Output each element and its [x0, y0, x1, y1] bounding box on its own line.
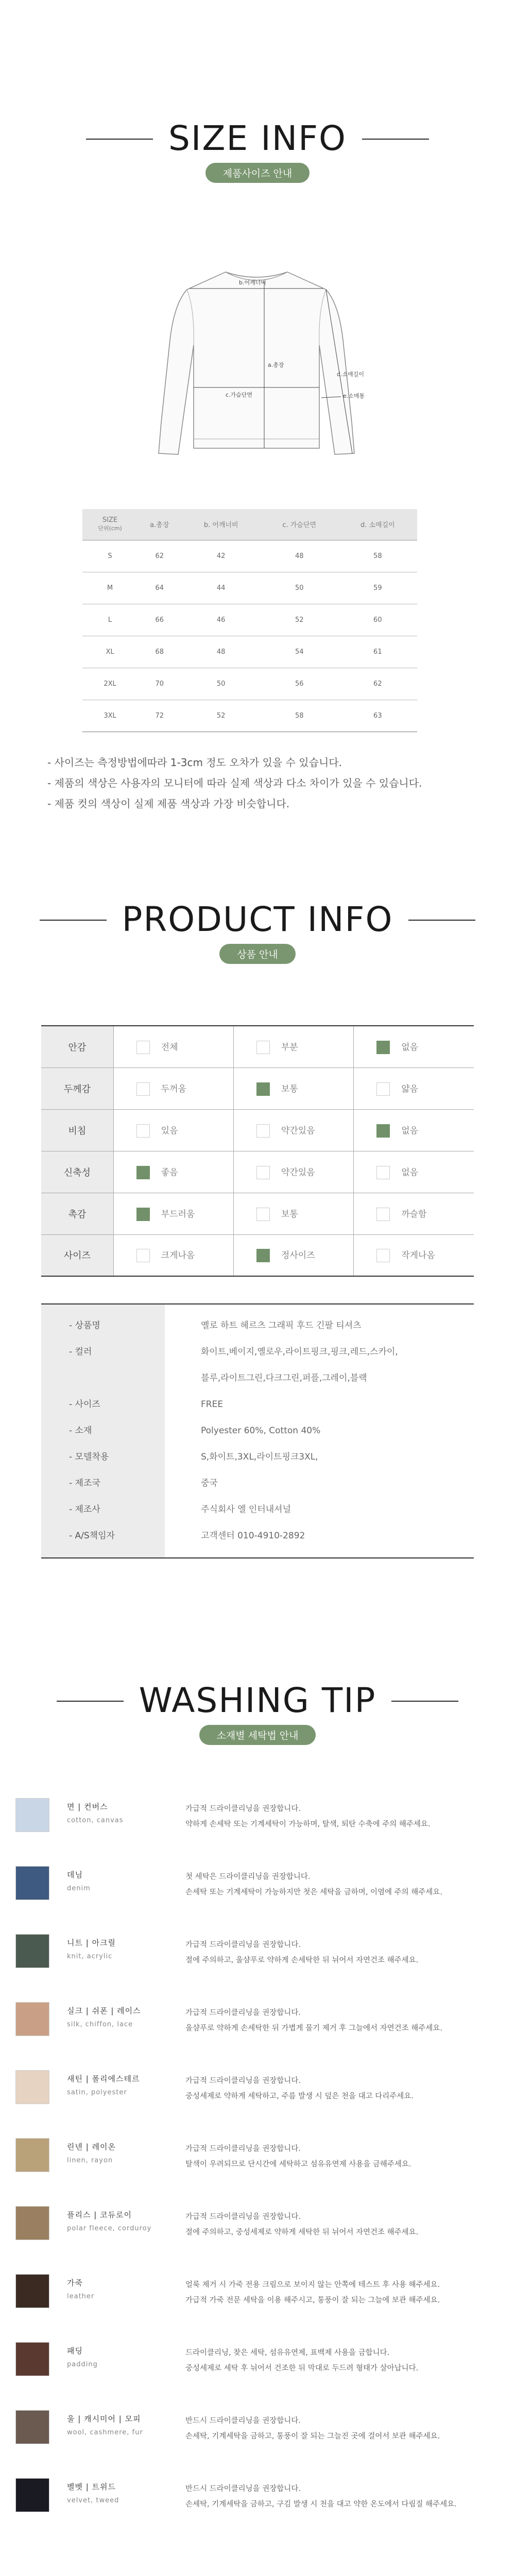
detail-value: 고객센터 010-4910-2892 — [201, 1531, 305, 1541]
wash-instruction-line: 가급적 드라이클리닝을 권장합니다. — [185, 1941, 301, 1949]
wash-item — [15, 2342, 500, 2400]
wash-instruction-line: 중성세제로 세탁 후 뉘어서 건조한 뒤 막대로 두드려 형태가 살아납니다. — [185, 2364, 419, 2372]
table-row: M 64 44 50 59 — [82, 572, 417, 604]
attribute-option — [354, 1234, 474, 1276]
fabric-name-en: cotton, canvas — [67, 1817, 124, 1824]
fabric-name: 새틴 | 폴리에스테르 — [67, 2074, 140, 2083]
fabric-swatch-icon — [15, 2002, 49, 2036]
garment-diagram — [148, 247, 365, 474]
fabric-swatch-icon — [15, 2138, 49, 2172]
size-notes — [47, 752, 422, 814]
wash-instruction-line: 손세탁, 기계세탁을 금하고, 통풍이 잘 되는 그늘진 곳에 걸어서 보관 해주세요. — [185, 2432, 440, 2441]
table-row: XL 68 48 54 61 — [82, 636, 417, 668]
wash-instruction-line: 약하게 손세탁 또는 기계세탁이 가능하며, 탈색, 퇴탄 수축에 주의 해주세요. — [185, 1820, 431, 1828]
attribute-option-label: 까슬함 — [401, 1209, 427, 1219]
wash-item — [15, 2478, 500, 2536]
fabric-name: 가죽 — [67, 2278, 83, 2287]
wash-instruction-line: 울샴푸로 약하게 손세탁한 뒤 가볍게 물기 제거 후 그늘에서 자연건조 해주세요. — [185, 2024, 442, 2032]
detail-value: S,화이트,3XL,라이트핑크3XL, — [201, 1452, 318, 1462]
wash-item — [15, 2206, 500, 2264]
attribute-option — [233, 1193, 353, 1234]
detail-value: 블루,라이트그린,다크그린,퍼플,그레이,블랙 — [201, 1373, 367, 1383]
attribute-option-label: 얇음 — [401, 1083, 419, 1094]
size-info-subtitle: 제품사이즈 안내 — [205, 163, 310, 183]
checked-box-icon — [136, 1166, 150, 1179]
product-info-title: PRODUCT INFO — [122, 900, 393, 939]
wash-instruction-line: 드라이클리닝, 찾은 세탁, 섬유유연제, 표백제 사용을 금합니다. — [185, 2349, 390, 2357]
attribute-row — [41, 1234, 474, 1276]
attribute-option — [233, 1026, 353, 1067]
checked-box-icon — [376, 1041, 390, 1054]
wash-instructions — [185, 2345, 418, 2376]
attribute-option — [233, 1151, 353, 1193]
unchecked-box-icon — [136, 1124, 150, 1138]
attribute-option-label: 두꺼움 — [161, 1083, 186, 1094]
detail-value: 옐로 하트 헤르츠 그래픽 후드 긴팔 티셔츠 — [201, 1320, 362, 1331]
fabric-name: 린넨 | 레이온 — [67, 2142, 116, 2151]
unchecked-box-icon — [256, 1124, 270, 1138]
fabric-name: 패딩 — [67, 2346, 83, 2355]
unchecked-box-icon — [136, 1041, 150, 1054]
fabric-name: 플리스 | 코듀로이 — [67, 2210, 132, 2219]
fabric-name: 실크 | 쉬폰 | 레이스 — [67, 2006, 141, 2015]
unchecked-box-icon — [376, 1208, 390, 1221]
fabric-name: 벨벳 | 트위드 — [67, 2482, 116, 2492]
wash-instruction-line: 가급적 가죽 전문 세탁을 이용 해주시고, 통풍이 잘 되는 그늘에 보관 해주세요. — [185, 2296, 440, 2304]
table-row: L 66 46 52 60 — [82, 604, 417, 636]
wash-instructions — [185, 1801, 431, 1832]
fabric-swatch-icon — [15, 2274, 49, 2308]
wash-instructions — [185, 1937, 418, 1968]
attribute-option — [354, 1109, 474, 1151]
wash-instruction-line: 중성세제로 약하게 세탁하고, 주름 발생 시 덮은 천을 대고 다리주세요. — [185, 2092, 414, 2100]
attribute-option — [113, 1026, 233, 1067]
dim-label-b: b.어깨너비 — [239, 279, 266, 286]
fabric-name-en: leather — [67, 2293, 95, 2300]
fabric-swatch-icon — [15, 1866, 49, 1900]
detail-label — [69, 1365, 165, 1392]
fabric-swatch-icon — [15, 1934, 49, 1968]
product-detail-labels — [41, 1304, 165, 1557]
attribute-row — [41, 1026, 474, 1067]
attribute-option-label: 있음 — [161, 1125, 178, 1136]
size-col-d: d. 소매길이 — [338, 509, 417, 540]
unchecked-box-icon — [256, 1166, 270, 1179]
wash-instruction-line: 손세탁 또는 기계세탁이 가능하지만 첫은 세탁을 금하며, 이염에 주의 해주세요. — [185, 1888, 442, 1896]
fabric-name-en: knit, acrylic — [67, 1953, 113, 1960]
fabric-swatch-icon — [15, 1798, 49, 1832]
fabric-name: 울 | 캐시미어 | 모피 — [67, 2414, 141, 2424]
washing-tip-header — [0, 1681, 515, 1745]
attribute-option — [233, 1109, 353, 1151]
attribute-row — [41, 1067, 474, 1109]
fabric-name-en: polar fleece, corduroy — [67, 2225, 152, 2232]
size-col-c: c. 가슴단면 — [261, 509, 338, 540]
wash-item — [15, 1798, 500, 1856]
attribute-option — [233, 1234, 353, 1276]
attribute-option-label: 전체 — [161, 1042, 178, 1053]
detail-label: - 컬러 — [69, 1347, 92, 1357]
fabric-name: 데님 — [67, 1870, 83, 1879]
attribute-option — [113, 1151, 233, 1193]
fabric-name-en: velvet, tweed — [67, 2497, 119, 2504]
unchecked-box-icon — [376, 1249, 390, 1262]
attribute-category: 두께감 — [41, 1067, 113, 1109]
attribute-row — [41, 1193, 474, 1234]
attribute-option-label: 부분 — [281, 1042, 298, 1053]
size-col-header: SIZE 단위(cm) — [82, 509, 138, 540]
fabric-name-en: silk, chiffon, lace — [67, 2021, 133, 2028]
wash-instruction-line: 손세탁, 기계세탁을 금하고, 구김 발생 시 천을 대고 약한 온도에서 다림질 해주세요. — [185, 2500, 457, 2509]
wash-instructions — [185, 2141, 411, 2172]
detail-label: - 소재 — [69, 1426, 92, 1436]
attribute-option — [354, 1193, 474, 1234]
attribute-option — [354, 1026, 474, 1067]
wash-item — [15, 1866, 500, 1924]
size-note: - 제품 컷의 색상이 실제 제품 색상과 가장 비슷합니다. — [47, 798, 290, 810]
attribute-option-label: 정사이즈 — [281, 1250, 315, 1261]
wash-instruction-line: 절에 주의하고, 울샴푸로 약하게 손세탁한 뒤 뉘어서 자연건조 해주세요. — [185, 1956, 419, 1964]
fabric-swatch-icon — [15, 2478, 49, 2512]
dim-label-d: d.소매길이 — [337, 371, 364, 378]
detail-value: FREE — [201, 1399, 224, 1410]
attribute-option-label: 좋음 — [161, 1167, 178, 1178]
attribute-option-label: 보통 — [281, 1083, 298, 1094]
attribute-option — [354, 1151, 474, 1193]
wash-instructions — [185, 1869, 442, 1900]
wash-instruction-line: 가급적 드라이클리닝을 권장합니다. — [185, 2009, 301, 2017]
checked-box-icon — [136, 1208, 150, 1221]
fabric-name: 니트 | 아크릴 — [67, 1938, 116, 1947]
fabric-swatch-icon — [15, 2342, 49, 2376]
attribute-category: 비침 — [41, 1109, 113, 1151]
detail-value: 중국 — [201, 1478, 218, 1488]
attribute-option — [354, 1067, 474, 1109]
wash-item — [15, 2002, 500, 2060]
detail-label: - 제조국 — [69, 1478, 100, 1488]
attribute-option-label: 없음 — [401, 1167, 419, 1178]
wash-instruction-line: 가급적 드라이클리닝을 권장합니다. — [185, 2145, 301, 2153]
fabric-swatch-icon — [15, 2206, 49, 2240]
dim-label-c: c.가슴단면 — [226, 392, 253, 398]
washing-tip-subtitle: 소재별 세탁법 안내 — [199, 1725, 316, 1745]
wash-instructions — [185, 2481, 457, 2512]
wash-instruction-line: 반드시 드라이클리닝을 권장합니다. — [185, 2417, 301, 2425]
detail-value: 주식회사 엘 인터내셔널 — [201, 1504, 291, 1515]
unchecked-box-icon — [256, 1208, 270, 1221]
fabric-swatch-icon — [15, 2070, 49, 2104]
wash-instruction-line: 가급적 드라이클리닝을 권장합니다. — [185, 2077, 301, 2085]
product-info-header — [0, 900, 515, 964]
attribute-row — [41, 1109, 474, 1151]
wash-instructions — [185, 2277, 440, 2308]
size-note: - 제품의 색상은 사용자의 모니터에 따라 실제 색상과 다소 차이가 있을 수 있습니다. — [47, 777, 422, 789]
wash-instructions — [185, 2209, 418, 2240]
size-info-header — [0, 118, 515, 183]
detail-label: - A/S책임자 — [69, 1531, 115, 1541]
checked-box-icon — [376, 1124, 390, 1138]
detail-value: 화이트,베이지,옐로우,라이트핑크,핑크,레드,스카이, — [201, 1347, 398, 1357]
wash-item — [15, 2410, 500, 2468]
wash-item — [15, 2138, 500, 2196]
product-details — [41, 1303, 474, 1558]
fabric-name: 면 | 컨버스 — [67, 1802, 108, 1811]
attribute-option-label: 부드러움 — [161, 1209, 195, 1219]
wash-instruction-line: 가급적 드라이클리닝을 권장합니다. — [185, 1805, 301, 1813]
attribute-option-label: 보통 — [281, 1209, 298, 1219]
attribute-option — [113, 1067, 233, 1109]
attribute-category: 신축성 — [41, 1151, 113, 1193]
wash-instruction-line: 가급적 드라이클리닝을 권장합니다. — [185, 2213, 301, 2221]
wash-instruction-line: 반드시 드라이클리닝을 권장합니다. — [185, 2485, 301, 2493]
wash-instructions — [185, 2413, 440, 2444]
dim-label-a: a.총장 — [268, 362, 284, 368]
table-row: 2XL 70 50 56 62 — [82, 668, 417, 700]
wash-instructions — [185, 2073, 414, 2104]
wash-instructions — [185, 2005, 442, 2036]
detail-value: Polyester 60%, Cotton 40% — [201, 1426, 321, 1436]
detail-label: - 사이즈 — [69, 1399, 100, 1410]
attribute-option-label: 약간있음 — [281, 1167, 315, 1178]
attribute-option — [233, 1067, 353, 1109]
product-info-subtitle: 상품 안내 — [219, 944, 295, 964]
attribute-option-label: 없음 — [401, 1125, 419, 1136]
checked-box-icon — [256, 1082, 270, 1096]
wash-instruction-line: 첫 세탁은 드라이클리닝을 권장합니다. — [185, 1873, 311, 1881]
size-table — [82, 509, 417, 732]
size-col-a: a.총장 — [138, 509, 181, 540]
checked-box-icon — [256, 1249, 270, 1262]
size-col-b: b. 어깨너비 — [182, 509, 261, 540]
unchecked-box-icon — [256, 1041, 270, 1054]
detail-label: - 모델착용 — [69, 1452, 109, 1462]
detail-label: - 상품명 — [69, 1320, 100, 1331]
wash-item — [15, 1934, 500, 1992]
washing-tip-title: WASHING TIP — [139, 1681, 376, 1720]
fabric-name-en: wool, cashmere, fur — [67, 2429, 143, 2436]
attribute-option-label: 크게나옴 — [161, 1250, 195, 1261]
attribute-option — [113, 1109, 233, 1151]
attribute-row — [41, 1151, 474, 1193]
wash-instruction-line: 탈색이 우려되므로 단시간에 세탁하고 섬유유연제 사용을 금해주세요. — [185, 2160, 411, 2168]
unchecked-box-icon — [376, 1082, 390, 1096]
size-note: - 사이즈는 측정방법에따라 1-3cm 정도 오차가 있을 수 있습니다. — [47, 756, 342, 769]
table-row: S 62 42 48 58 — [82, 540, 417, 572]
wash-item — [15, 2070, 500, 2128]
size-info-title: SIZE INFO — [168, 118, 347, 158]
wash-instruction-line: 절에 주의하고, 중성세제로 약하게 세탁한 뒤 뉘어서 자연건조 해주세요. — [185, 2228, 419, 2236]
fabric-name-en: linen, rayon — [67, 2157, 113, 2164]
fabric-name-en: padding — [67, 2361, 98, 2368]
attribute-option — [113, 1234, 233, 1276]
detail-label: - 제조사 — [69, 1504, 100, 1515]
fabric-name-en: satin, polyester — [67, 2089, 127, 2096]
attribute-category: 촉감 — [41, 1193, 113, 1234]
attribute-option-label: 작게나옴 — [401, 1250, 435, 1261]
wash-instruction-line: 얼룩 제거 시 가죽 전용 크림으로 보이지 않는 안쪽에 테스트 후 사용 해주세요. — [185, 2281, 440, 2289]
unchecked-box-icon — [376, 1166, 390, 1179]
fabric-swatch-icon — [15, 2410, 49, 2444]
wash-item — [15, 2274, 500, 2332]
unchecked-box-icon — [136, 1082, 150, 1096]
attribute-category: 사이즈 — [41, 1234, 113, 1276]
unchecked-box-icon — [136, 1249, 150, 1262]
dim-label-e: e.소매통 — [343, 393, 365, 399]
product-attribute-grid — [41, 1025, 474, 1277]
attribute-option-label: 약간있음 — [281, 1125, 315, 1136]
table-row: 3XL 72 52 58 63 — [82, 700, 417, 732]
attribute-option — [113, 1193, 233, 1234]
attribute-option-label: 없음 — [401, 1042, 419, 1053]
fabric-name-en: denim — [67, 1885, 91, 1892]
product-detail-values — [165, 1304, 474, 1557]
attribute-category: 안감 — [41, 1026, 113, 1067]
